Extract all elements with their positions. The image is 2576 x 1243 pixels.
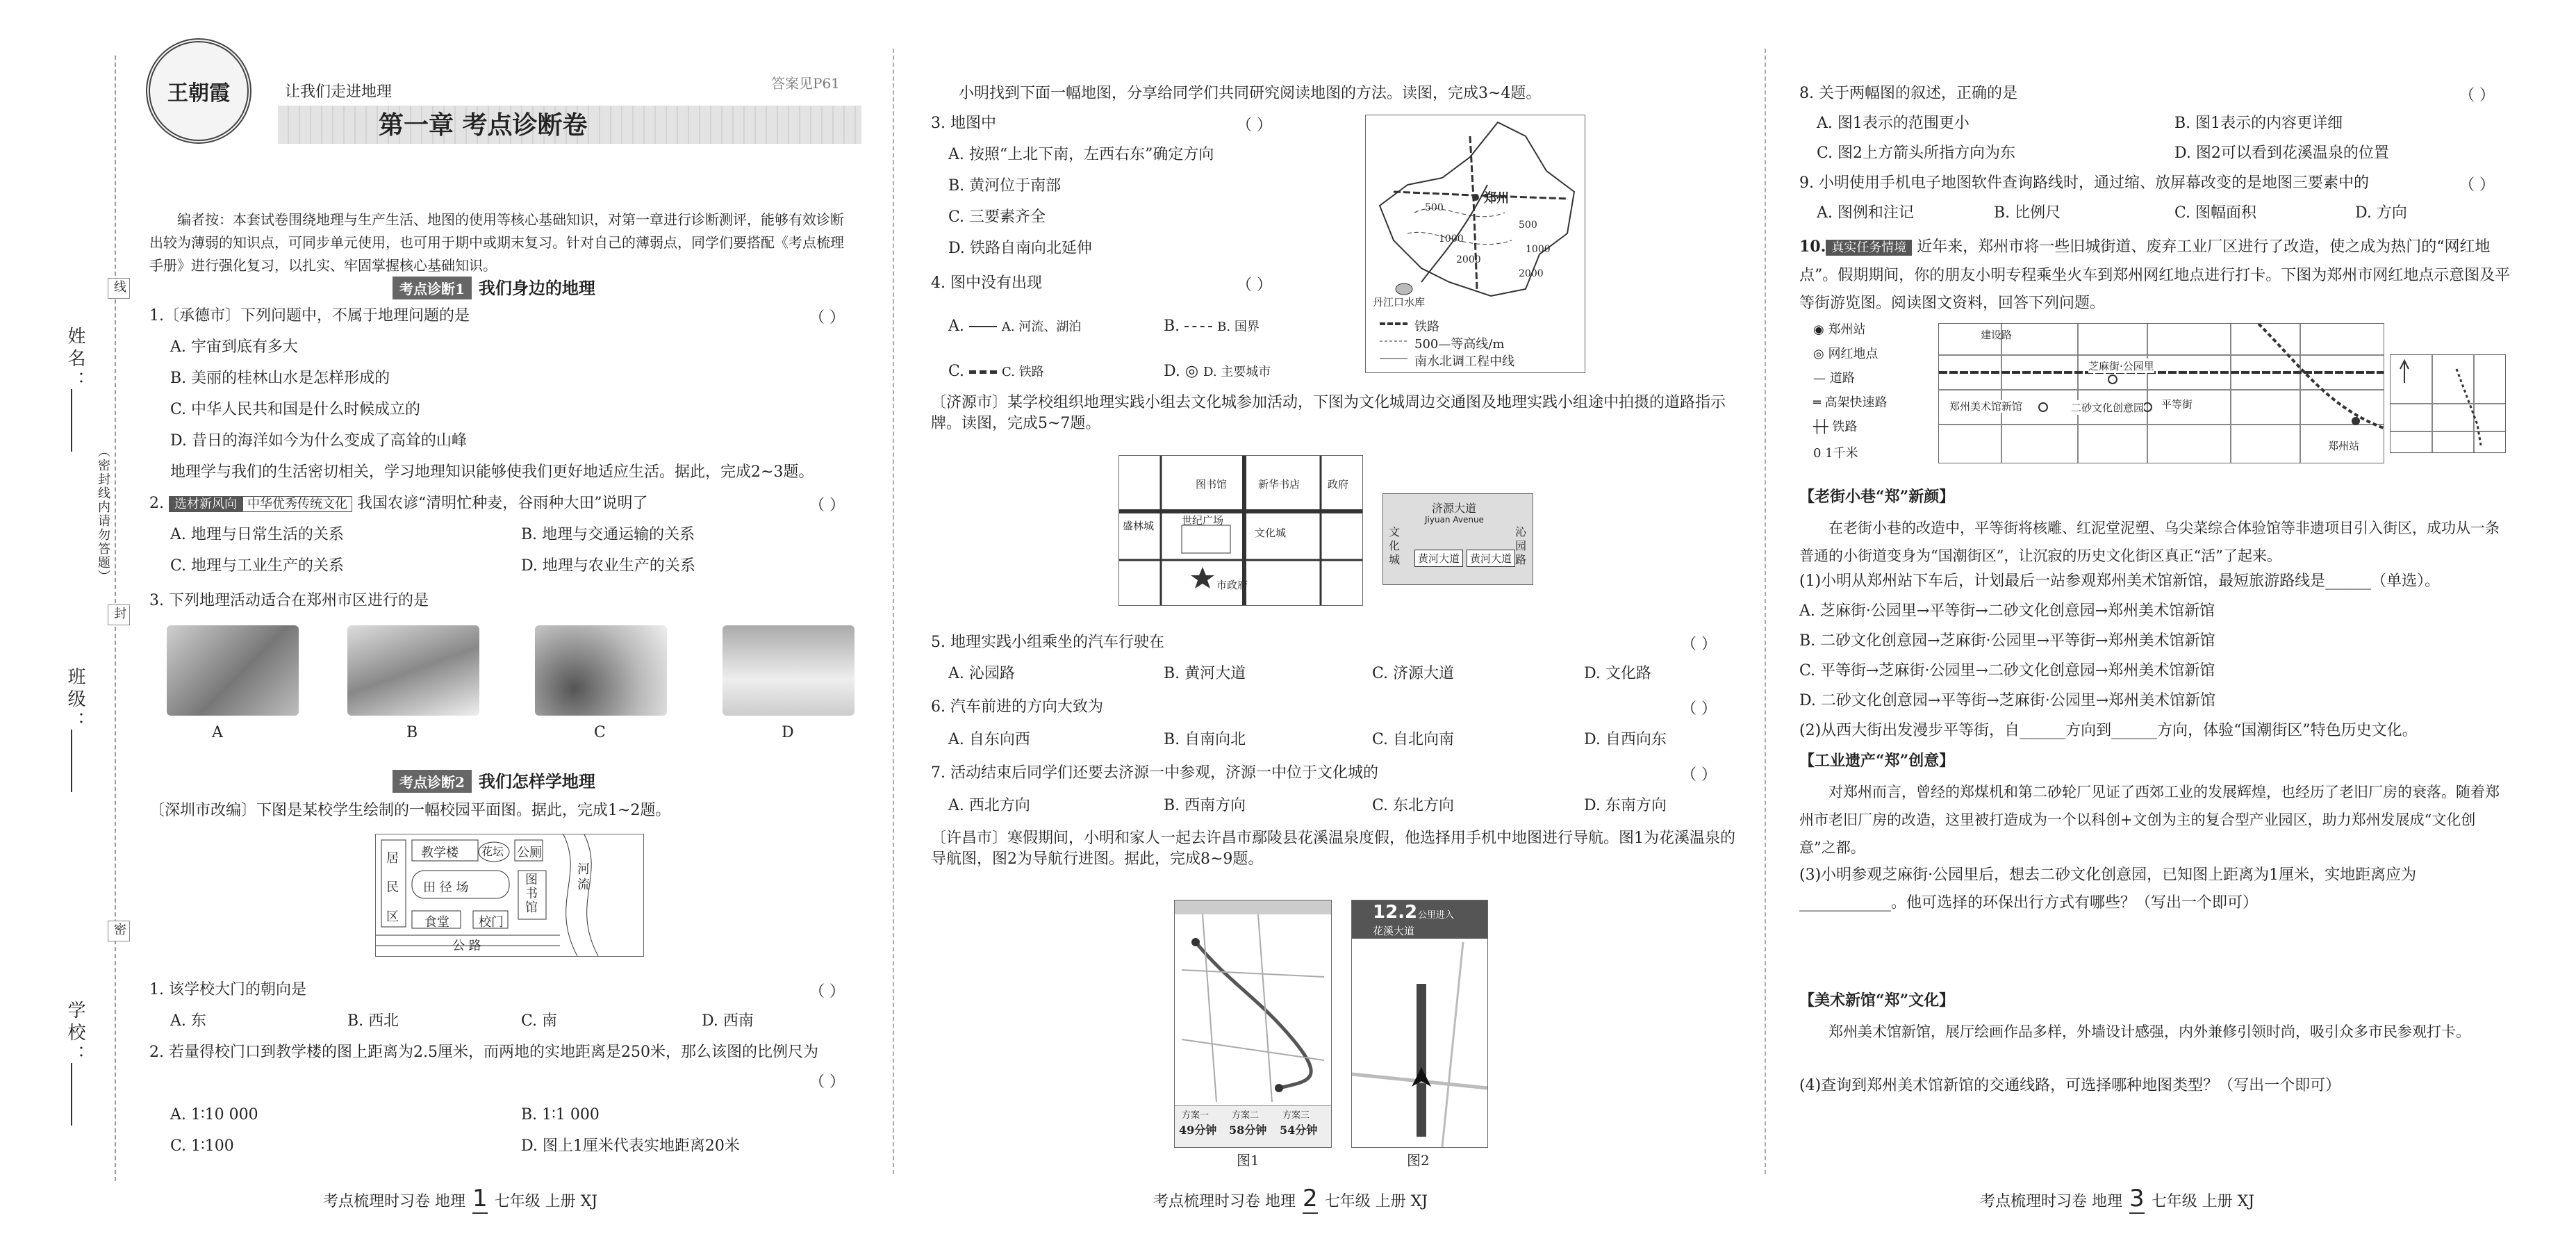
q2-option-b: B. 地理与交通运输的关系 [521,526,695,543]
s2q1-option-a: A. 东 [170,1012,206,1030]
sub1-option-d: D. 二砂文化创意园→平等街→芝麻街·公园里→郑州美术馆新馆 [1799,692,2216,709]
city-label-pingdeng: 平等街 [2161,398,2193,411]
p2-q4-stem: 4. 图中没有出现 [931,274,1042,292]
page-number-1: 1 [472,1185,488,1212]
p2-q6-option-d: D. 自西向东 [1584,731,1667,748]
page-divider-2 [1765,49,1766,1174]
nav-time-2: 58分钟 [1229,1123,1267,1137]
campus-label-field: 田 径 场 [423,880,469,895]
s2q1-answer-blank[interactable]: （ ） [809,983,845,1001]
p2-q6-stem: 6. 汽车前进的方向大致为 [931,698,1103,716]
city-label-station: 郑州站 [2328,440,2360,452]
street-label-bookstore: 新华书店 [1258,478,1301,491]
campus-label-road: 公 路 [452,939,481,953]
street-label-gov: 政府 [1328,478,1349,491]
city-map-drawing [1939,324,2384,463]
intro-q2-q3: 地理学与我们的生活密切相关，学习地理知识能够使我们更好地适应生活。据此，完成2~3题。 [170,463,814,481]
campus-label-library: 图书馆 [525,873,538,915]
p2-q7-option-a: A. 西北方向 [948,797,1030,814]
q3-label-d: D [782,724,794,741]
sub3-title: 【美术新馆“郑”文化】 [1799,991,1955,1010]
campus-label-river: 河流 [577,862,590,892]
p3-q10-text: 近年来，郑州市将一些旧城街道、废弃工业厂区进行了改造，使之成为热门的“网红地点”。假期期间，你的朋友小明专程乘坐火车到郑州网红地点进行打卡。下图为郑州市网红地点示意图及平等街游览图。阅读图文资料，回答下列问题。 [1799,238,2511,312]
p2-q6-option-a: A. 自东向西 [948,731,1030,748]
nav-plan-1[interactable]: 方案一 [1182,1110,1209,1121]
p2-q7-answer-blank[interactable]: （ ） [1681,766,1717,784]
street-label-city-gov: 市政府 [1216,579,1248,591]
campus-label-toilet: 公厕 [517,846,542,860]
q2-option-a: A. 地理与日常生活的关系 [170,526,344,543]
q3-label-c: C [594,724,606,741]
s2q1-option-c: C. 南 [521,1012,558,1030]
p3-q8-option-b: B. 图1表示的内容更详细 [2174,115,2343,132]
section2-heading [393,768,595,793]
class-blank[interactable] [71,730,72,792]
logo-text: 王朝霞 [167,81,230,106]
q3-stem: 3. 下列地理活动适合在郑州市区进行的是 [149,592,429,609]
q3-label-a: A [212,724,223,741]
footer-page3 [1980,1185,2254,1212]
p2-q4-option-c: C. C. 铁路 [948,363,1044,380]
campus-label-flower: 花坛 [481,845,504,858]
answer-ref: 答案见P61 [771,75,840,92]
seal-mark-line: 线 [108,278,130,299]
p2-q4-option-a: A. A. 河流、湖泊 [948,318,1082,335]
p2-q5-option-a: A. 沁园路 [948,665,1015,682]
nav-figure-2 [1351,900,1488,1148]
p2-q4-option-b: B. B. 国界 [1164,318,1260,335]
intro-q8-q9: 〔许昌市〕寒假期间，小明和家人一起去许昌市鄢陵县花溪温泉度假，他选择用手机中地图进行导航。图1为花溪温泉的导航图，图2为导航行进图。据此，完成8~9题。 [931,830,1736,868]
q2-stem-line: 2. 选材新风向 中华优秀传统文化 我国农谚“清明忙种麦，谷雨种大田”说明了 [149,495,648,512]
p2-q6-option-c: C. 自北向南 [1372,731,1455,748]
q2-answer-blank[interactable]: （ ） [809,497,845,514]
page-divider-1 [893,49,894,1174]
p2-q3-option-d: D. 铁路自南向北延伸 [948,240,1092,257]
brand-logo [146,38,251,144]
sub2-title: 【工业遗产“郑”创意】 [1799,752,1955,770]
city-label-art-museum: 郑州美术馆新馆 [1949,400,2029,413]
header-tagline: 让我们走进地理 [285,83,393,101]
editor-note: 编者按：本套试卷围绕地理与生产生活、地图的使用等核心基础知识，对第一章进行诊断测评，能够有效诊断出较为薄弱的知识点，可同步单元使用，也可用于期中或期末复习。针对自己的薄弱点，同学们要搭配《考点梳理手册》进行强化复习，以扎实、牢固掌握核心基础知识。 [149,211,844,274]
p3-q10-intro [1799,233,2511,318]
legend-expressway: ═ 高架快速路 [1813,395,1888,410]
q3-photo-c [535,625,667,716]
p3-q10-number: 10. [1799,238,1826,256]
sub1-title: 【老街小巷“郑”新颜】 [1799,488,1955,506]
s2q2-stem: 2. 若量得校门口到教学楼的图上距离为2.5厘米，而两地的实地距离是250米，那么该图的比例尺为 [149,1044,818,1061]
p2-q7-stem: 7. 活动结束后同学们还要去济源一中参观，济源一中位于文化城的 [931,764,1378,782]
q2-option-d: D. 地理与农业生产的关系 [521,557,695,575]
nav-plan-2[interactable]: 方案二 [1232,1110,1260,1121]
sub2-q3: (3)小明参观芝麻街·公园里后，想去二砂文化创意园，已知图上距离为1厘米，实地距离应为____________。他可选择的环保出行方式有哪些？（写出一个即可） [1799,866,2417,912]
campus-label-teaching: 教学楼 [421,846,459,860]
city-map-legend [1813,320,1924,466]
city-label-ersha: 二砂文化创意园 [2071,402,2145,414]
q2-stem: 我国农谚“清明忙种麦，谷雨种大田”说明了 [356,495,648,512]
contour-label-6: 2000 [1519,268,1544,279]
section1-tag: 考点诊断1 [393,277,472,299]
section1-heading [393,274,595,299]
q1-option-c: C. 中华人民共和国是什么时候成立的 [170,401,421,418]
p2-q3-option-c: C. 三要素齐全 [948,208,1046,226]
henan-legend-contour: 500—等高线/m [1414,337,1505,352]
p3-q9-option-d: D. 方向 [2355,204,2407,222]
name-blank[interactable] [71,389,72,452]
q2-option-c: C. 地理与工业生产的关系 [170,557,345,575]
contour-label-3: 2000 [1456,254,1481,265]
intro-q3-q4: 小明找到下面一幅地图，分享给同学们共同研究阅读地图的方法。读图，完成3~4题。 [959,85,1542,102]
q1-option-d: D. 昔日的海洋如今为什么变成了高耸的山峰 [170,432,467,450]
contour-label-4: 500 [1519,220,1537,231]
q3-photo-d [723,625,854,716]
seal-mark-dense: 密 [108,921,130,941]
pingdeng-map-drawing [2391,355,2505,452]
campus-label-canteen: 食堂 [424,915,449,930]
henan-map-reservoir: 丹江口水库 [1373,296,1426,308]
p3-q9-option-c: C. 图幅面积 [2174,204,2257,222]
p2-q5-option-d: D. 文化路 [1584,665,1651,682]
page-number-3: 3 [2129,1185,2145,1212]
sub1-option-c: C. 平等街→芝麻街·公园里→二砂文化创意园→郑州美术馆新馆 [1799,662,2215,680]
p3-q9-option-a: A. 图例和注记 [1817,204,1914,222]
legend-road: — 道路 [1813,371,1855,386]
s2q1-option-b: B. 西北 [347,1012,399,1030]
city-label-zhima: 芝麻街·公园里 [2088,360,2154,372]
street-map [1118,455,1363,606]
henan-map-city: 郑州 [1484,191,1509,206]
footer-left-2: 考点梳理时习卷 地理 [1153,1193,1296,1210]
section2-tag: 考点诊断2 [393,770,472,793]
page-number-2: 2 [1303,1185,1318,1212]
p2-q6-option-b: B. 自南向北 [1164,731,1246,748]
sub3-q4: (4)查询到郑州美术馆新馆的交通线路，可选择哪种地图类型？（写出一个即可） [1799,1077,2341,1094]
campus-label-ju: 居 [386,851,399,866]
q3-photo-b [347,625,479,716]
s2q2-option-b: B. 1∶1 000 [521,1106,600,1123]
p2-q5-option-b: B. 黄河大道 [1164,665,1246,682]
p2-q7-option-d: D. 东南方向 [1584,797,1667,814]
nav-time-1: 49分钟 [1179,1123,1217,1137]
nav-time-3: 54分钟 [1280,1123,1318,1137]
nav-road: 花溪大道 [1373,925,1415,937]
sign-mid-right: 黄河大道 [1467,550,1515,567]
s2q2-answer-blank[interactable]: （ ） [809,1073,845,1091]
class-label: 班级： [65,667,85,734]
p2-q6-answer-blank[interactable]: （ ） [1681,700,1717,718]
nav-plan-3[interactable]: 方案三 [1282,1110,1310,1121]
q1-stem: 1.〔承德市〕下列问题中，不属于地理问题的是 [149,307,470,324]
sign-left: 文化城 [1389,525,1401,566]
nav-map-2-drawing [1352,900,1487,1147]
q2-tag: 选材新风向 [169,496,242,512]
p2-q3-option-b: B. 黄河位于南部 [948,177,1062,195]
campus-label-min: 民 [386,880,399,895]
p3-q10-tag: 真实任务情境 [1826,240,1912,256]
p2-q4-option-d: D. ◎ D. 主要城市 [1164,363,1271,380]
sign-right: 沁园路 [1515,525,1527,566]
legend-railway: ┼┼ 铁路 [1813,420,1858,434]
intro-section2: 〔深圳市改编〕下图是某校学生绘制的一幅校园平面图。据此，完成1~2题。 [149,802,671,819]
p2-q3-answer-blank[interactable]: （ ） [1237,117,1272,134]
campus-label-qu: 区 [386,909,399,924]
street-label-square: 世纪广场 [1182,514,1224,527]
q1-option-b: B. 美丽的桂林山水是怎样形成的 [170,370,390,387]
s2q1-option-d: D. 西南 [702,1012,754,1030]
sub1-text: 在老街小巷的改造中，平等街将核雕、红泥堂泥塑、乌尖菜综合体验馆等非遗项目引入街区，成功从一条普通的小街道变身为“国潮街区”，让沉寂的历史文化街区真正“活”了起来。 [1799,520,2500,564]
p2-q5-option-c: C. 济源大道 [1372,665,1455,682]
street-label-shenglin: 盛林城 [1123,520,1155,532]
sub1-option-b: B. 二砂文化创意园→芝麻街·公园里→平等街→郑州美术馆新馆 [1799,632,2215,650]
contour-label-5: 1000 [1526,244,1551,255]
contour-label-1: 500 [1425,202,1444,213]
footer-left-3: 考点梳理时习卷 地理 [1980,1193,2122,1210]
nav-figure-1 [1174,900,1332,1148]
seal-notice: （密封线内请勿答题） [96,445,110,584]
footer-right-1: 七年级 上册 XJ [494,1193,598,1210]
s2q2-option-c: C. 1∶100 [170,1137,234,1155]
sub1-q1: (1)小明从郑州站下车后，计划最后一站参观郑州美术馆新馆，最短旅游路线是______（单选）。 [1799,573,2441,590]
p3-q8-answer-blank[interactable]: （ ） [2459,87,2495,104]
section2-title: 我们怎样学地理 [478,771,595,791]
campus-map-drawing [376,834,643,956]
city-label-jianshe: 建设路 [1981,329,2013,341]
legend-hotspot: ◎ 网红地点 [1813,347,1879,361]
name-label: 姓名： [65,327,85,393]
legend-scale: 0 1千米 [1813,446,1858,461]
footer-right-3: 七年级 上册 XJ [2151,1193,2255,1210]
q2-tag2: 中华优秀传统文化 [242,496,352,512]
q3-label-b: B [406,724,418,741]
p3-q9-answer-blank[interactable]: （ ） [2459,176,2495,194]
p2-q5-answer-blank[interactable]: （ ） [1681,636,1717,653]
p2-q4-answer-blank[interactable]: （ ） [1237,277,1272,294]
nav-figure-2-caption: 图2 [1407,1152,1430,1169]
p2-q7-option-b: B. 西南方向 [1164,797,1246,814]
sub1-q2: (2)从西大街出发漫步平等街，自______方向到______方向，体验“国潮街区”特色历史文化。 [1799,722,2418,739]
footer-page1 [323,1185,597,1212]
sign-mid-left: 黄河大道 [1414,550,1463,567]
pingdeng-street-map [2390,354,2506,453]
s2q2-option-d: D. 图上1厘米代表实地距离20米 [521,1137,740,1155]
nav-figure-1-caption: 图1 [1237,1152,1260,1169]
sign-top: 济源大道 [1432,502,1477,515]
campus-label-gate: 校门 [479,915,504,930]
sub3-text: 郑州美术馆新馆，展厅绘画作品多样，外墙设计感强，内外兼修引领时尚，吸引众多市民参观打卡。 [1828,1023,2470,1040]
p2-q3-option-a: A. 按照“上北下南，左西右东”确定方向 [948,146,1214,163]
road-sign [1382,493,1533,585]
p3-q8-option-a: A. 图1表示的范围更小 [1817,115,1970,132]
intro-q5-q7: 〔济源市〕某学校组织地理实践小组去文化城参加活动，下图为文化城周边交通图及地理实践小组途中拍摄的道路指示牌。读图，完成5~7题。 [931,394,1726,432]
henan-map [1365,115,1585,373]
sub2-text: 对郑州而言，曾经的郑煤机和第二砂轮厂见证了西郊工业的发展辉煌，也经历了老旧厂房的衰落。随着郑州市老旧厂房的改造，这里被打造成为一个以科创+文创为主的复合型产业园区，助力郑州发展成“文化创意”之都。 [1799,784,2500,856]
q1-option-a: A. 宇宙到底有多大 [170,338,298,356]
henan-legend-canal: 南水北调工程中线 [1414,354,1514,369]
legend-station: ◉ 郑州站 [1813,322,1866,337]
city-map [1938,323,2384,463]
p3-q8-stem: 8. 关于两幅图的叙述，正确的是 [1799,85,2017,102]
henan-legend-rail: 铁路 [1414,320,1439,334]
street-label-culture-city: 文化城 [1255,527,1287,539]
p3-q9-stem: 9. 小明使用手机电子地图软件查询路线时，通过缩、放屏幕改变的是地图三要素中的 [1799,174,2369,192]
p2-q5-stem: 5. 地理实践小组乘坐的汽车行驶在 [931,634,1164,651]
s2q1-stem: 1. 该学校大门的朝向是 [149,981,306,998]
footer-page2 [1153,1185,1428,1212]
q3-photo-a [167,625,299,716]
p3-q9-option-b: B. 比例尺 [1994,204,2061,222]
s2q2-option-a: A. 1∶10 000 [170,1106,258,1123]
footer-right-2: 七年级 上册 XJ [1324,1193,1428,1210]
chapter-title: 第一章 考点诊断卷 [379,110,588,140]
nav-distance: 12.2 [1373,902,1418,923]
contour-label-2: 1000 [1439,233,1464,245]
p3-q8-option-d: D. 图2可以看到花溪温泉的位置 [2174,145,2389,162]
p3-q8-option-c: C. 图2上方箭头所指方向为东 [1817,145,2016,162]
sub1-option-a: A. 芝麻街·公园里→平等街→二砂文化创意园→郑州美术馆新馆 [1799,602,2215,620]
school-blank[interactable] [71,1063,72,1126]
footer-left-1: 考点梳理时习卷 地理 [323,1193,465,1210]
school-label: 学校： [65,1001,85,1067]
p2-q3-stem: 3. 地图中 [931,115,996,132]
sign-top-en: Jiyuan Avenue [1425,515,1484,525]
section1-title: 我们身边的地理 [478,278,595,298]
q1-answer-blank[interactable]: （ ） [809,309,845,327]
street-label-library: 图书馆 [1196,478,1228,491]
p2-q7-option-c: C. 东北方向 [1372,797,1455,814]
seal-mark-seal: 封 [108,604,130,625]
campus-map [375,834,644,957]
nav-distance-unit: 公里进入 [1418,910,1455,921]
